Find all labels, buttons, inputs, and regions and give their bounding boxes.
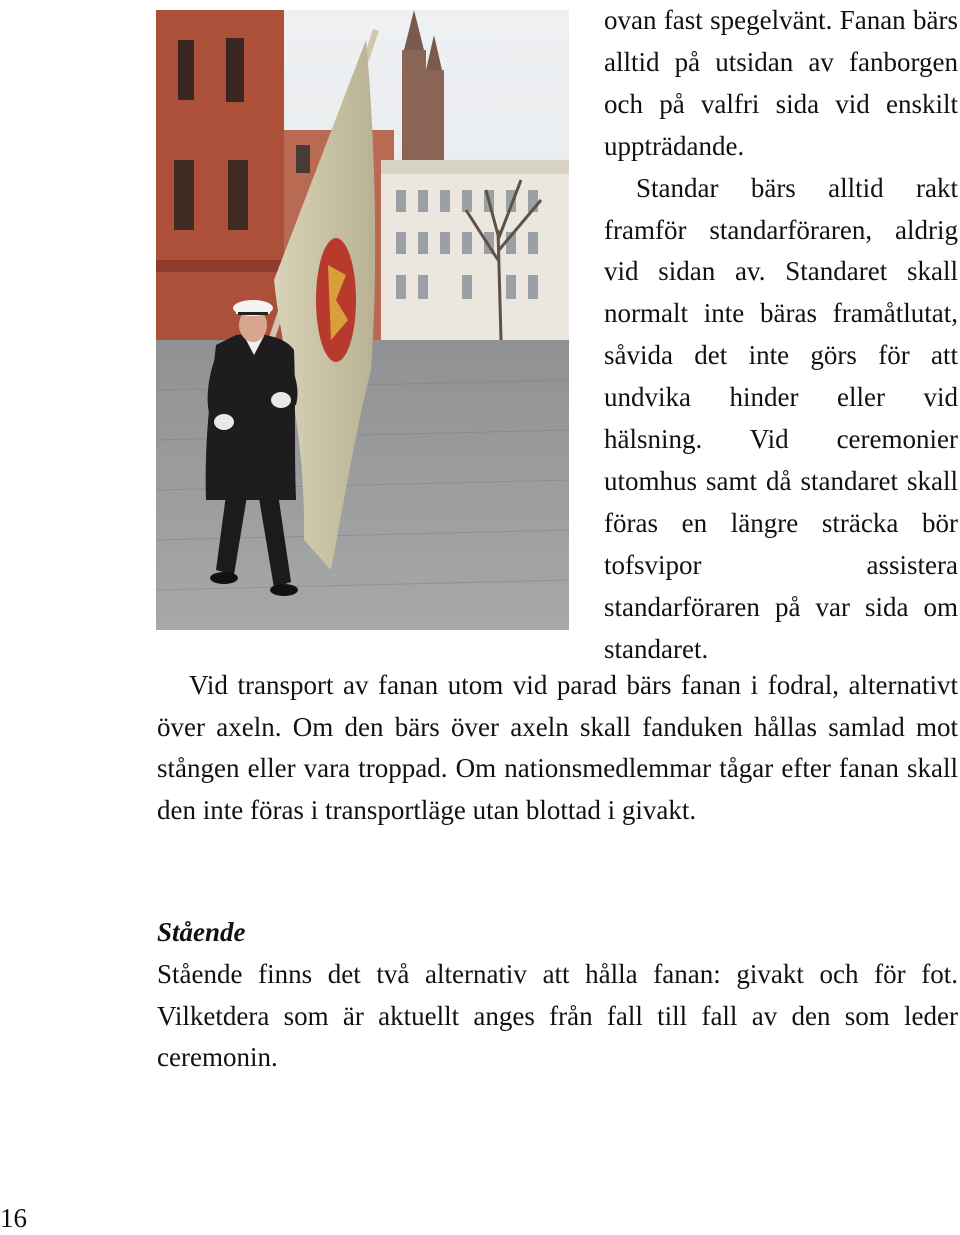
flag-bearer-photo-icon	[156, 10, 569, 630]
side-paragraph-1: ovan fast spegelvänt. Fanan bärs alltid på utsidan av fanborgen och på valfri sida vid enskilt uppträdande.	[604, 5, 958, 161]
section-body	[157, 954, 958, 1079]
section-paragraph: Stående finns det två alternativ att hålla fanan: givakt och för fot. Vilketdera som är aktuellt anges från fall till fall av den som leder ceremonin.	[157, 959, 958, 1072]
transport-paragraph: Vid transport av fanan utom vid parad bärs fanan i fodral, alternativt över axeln. Om den bärs över axeln skall fanduken hållas samlad mot stången eller vara troppad. Om nationsmedlemmar tågar efter fanan skall den inte föras i transportläge utan blottad i givakt.	[157, 670, 958, 825]
section-heading: Stående	[157, 917, 246, 947]
main-column-text	[157, 665, 958, 831]
side-paragraph-2: Standar bärs alltid rakt framför standarföraren, aldrig vid sidan av. Standaret skall normalt inte bäras framåtlutat, såvida det inte görs för att undvika hinder eller vid hälsning. Vid ceremonier utomhus samt då standaret skall föras en längre sträcka bör tofsvipor assistera standarföraren på var sida om standaret.	[604, 172, 958, 664]
flag-bearer-photo	[156, 10, 569, 630]
page-number: 16	[0, 1203, 27, 1233]
side-column-text	[604, 0, 958, 671]
